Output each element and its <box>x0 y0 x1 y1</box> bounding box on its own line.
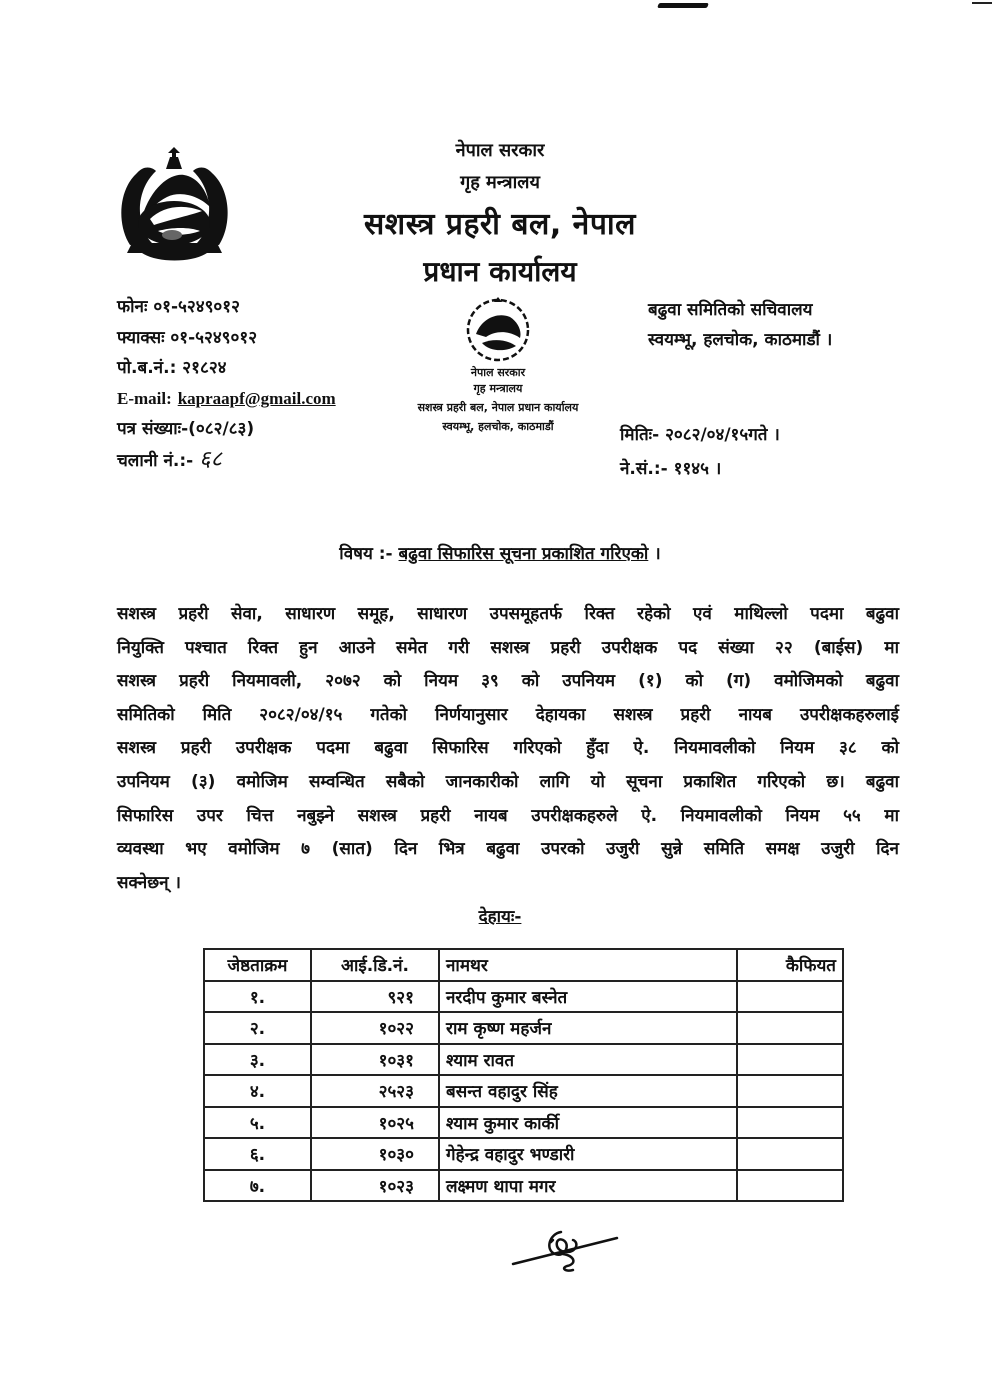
office-name: प्रधान कार्यालय <box>423 255 577 288</box>
secretariat-address: स्वयम्भू, हलचोक, काठमाडौं । <box>648 330 833 350</box>
cell-name: श्याम रावत <box>439 1044 737 1076</box>
seal-text-line: गृह मन्त्रालय <box>473 382 523 395</box>
seal-text-line: सशस्त्र प्रहरी बल, नेपाल प्रधान कार्यालय <box>417 401 579 414</box>
subject-label: विषय :- <box>339 544 393 564</box>
seal-text-line: नेपाल सरकार <box>470 366 526 379</box>
phone-number: ०१-५२४९०१२ <box>153 297 240 317</box>
subject-text: बढुवा सिफारिस सूचना प्रकाशित गरिएको <box>398 544 649 564</box>
header-remarks: कैफियत <box>737 949 843 981</box>
date-row <box>620 418 780 452</box>
cell-remarks <box>737 1107 843 1139</box>
promotion-table <box>203 948 844 1202</box>
list-heading <box>0 904 1000 927</box>
nepal-sambat-row <box>620 452 780 486</box>
pobox-label: पो.ब.नं.: <box>117 358 177 378</box>
email-row <box>117 384 336 415</box>
cell-id-number: २५२३ <box>311 1075 439 1107</box>
table-row <box>204 1075 843 1107</box>
cell-name: राम कृष्ण महर्जन <box>439 1012 737 1044</box>
cell-id-number: ९२१ <box>311 981 439 1013</box>
cell-seniority: ३. <box>204 1044 311 1076</box>
dispatch-number: ६८ <box>199 446 223 472</box>
table-row <box>204 1107 843 1139</box>
body-line: उपनियम (३) वमोजिम सम्वन्धित सबैको जानकारीको लागि यो सूचना प्रकाशित गरिएको छ। बढुवा <box>117 771 899 792</box>
secretariat-block <box>648 295 832 355</box>
date-suffix: गते । <box>748 425 780 445</box>
cell-id-number: १०२३ <box>311 1170 439 1202</box>
cell-remarks <box>737 1138 843 1170</box>
fax-label: फ्याक्सः <box>117 327 165 348</box>
government-name: नेपाल सरकार <box>455 140 545 161</box>
table-row <box>204 981 843 1013</box>
table-row <box>204 1138 843 1170</box>
pobox-number: २१८२४ <box>182 358 227 378</box>
list-heading-text: देहायः- <box>478 907 522 927</box>
body-line: सशस्त्र प्रहरी नियमावली, २०७२ को नियम ३९ को उपनियम (१) को (ग) वमोजिमको बढुवा <box>117 671 899 692</box>
cell-id-number: १०२५ <box>311 1107 439 1139</box>
phone-row <box>117 292 336 323</box>
seal-text-line: स्वयम्भू, हलचोक, काठमाडौं <box>442 420 554 433</box>
notice-body <box>117 598 899 900</box>
body-line: सिफारिस उपर चित्त नबुझ्ने सशस्त्र प्रहरी नायब उपरीक्षकहरुले ऐ. नियमावलीको नियम ५५ मा <box>117 805 899 826</box>
cell-seniority: ७. <box>204 1170 311 1202</box>
table-header-row <box>204 949 843 981</box>
body-line: सक्नेछन् । <box>117 872 181 893</box>
phone-label: फोनः <box>117 297 148 317</box>
date-block <box>620 418 780 486</box>
dispatch-number-label: चलानी नं.:- <box>117 450 194 471</box>
cell-name: गेहेन्द्र वहादुर भण्डारी <box>439 1138 737 1170</box>
cell-remarks <box>737 1075 843 1107</box>
table-row <box>204 1012 843 1044</box>
nepal-sambat-label: ने.सं.:- <box>620 459 668 479</box>
email-link[interactable]: kapraapf@gmail.com <box>177 388 336 408</box>
scan-artifact <box>972 2 992 4</box>
subject-line <box>0 541 1000 564</box>
cell-name: श्याम कुमार कार्की <box>439 1107 737 1139</box>
cell-id-number: १०२२ <box>311 1012 439 1044</box>
cell-seniority: ४. <box>204 1075 311 1107</box>
cell-seniority: २. <box>204 1012 311 1044</box>
header-id-number: आई.डि.नं. <box>311 949 439 981</box>
pobox-row <box>117 353 336 384</box>
body-line: नियुक्ति पश्चात रिक्त हुन आउने समेत गरी सशस्त्र प्रहरी उपरीक्षक पद संख्या २२ (बाईस) मा <box>117 637 899 658</box>
cell-id-number: १०३० <box>311 1138 439 1170</box>
cell-seniority: ५. <box>204 1107 311 1139</box>
subject-end: । <box>654 544 661 564</box>
fax-number: ०१-५२४९०१२ <box>170 327 258 348</box>
header-seniority: जेष्ठताक्रम <box>204 949 311 981</box>
fax-row <box>117 323 336 354</box>
office-seal-icon <box>390 296 606 446</box>
signature-icon <box>505 1222 625 1278</box>
cell-id-number: १०३१ <box>311 1044 439 1076</box>
nepal-sambat-value: ११४५ । <box>673 459 722 479</box>
email-label: E-mail: <box>117 388 172 408</box>
organization-name: सशस्त्र प्रहरी बल, नेपाल <box>364 207 636 242</box>
body-line: व्यवस्था भए वमोजिम ७ (सात) दिन भित्र बढुवा उपरको उजुरी सुन्ने समिति समक्ष उजुरी दिन <box>117 839 899 860</box>
body-line: समितिको मिति २०८२/०४/१५ गतेको निर्णयानुसार देहायका सशस्त्र प्रहरी नायब उपरीक्षकहरुलाई <box>117 704 899 725</box>
body-line: सशस्त्र प्रहरी सेवा, साधारण समूह, साधारण उपसमूहतर्फ रिक्त रहेको एवं माथिल्लो पदमा बढुवा <box>117 604 899 624</box>
cell-remarks <box>737 981 843 1013</box>
date-label: मितिः- <box>620 425 660 445</box>
table-row <box>204 1044 843 1076</box>
cell-name: बसन्त वहादुर सिंह <box>439 1075 737 1107</box>
letter-number: (०८२/८३) <box>188 419 255 439</box>
header-name: नामथर <box>439 949 737 981</box>
letter-number-label: पत्र संख्याः- <box>117 419 189 439</box>
scan-artifact <box>657 3 709 8</box>
ministry-name: गृह मन्त्रालय <box>460 172 540 193</box>
cell-seniority: ६. <box>204 1138 311 1170</box>
body-line: सशस्त्र प्रहरी उपरीक्षक पदमा बढुवा सिफारिस गरिएको हुँदा ऐ. नियमावलीको नियम ३८ को <box>117 738 899 759</box>
date-value: २०८२/०४/१५ <box>665 425 749 445</box>
dispatch-number-row <box>117 445 336 477</box>
contact-block <box>117 292 336 476</box>
cell-remarks <box>737 1044 843 1076</box>
cell-remarks <box>737 1170 843 1202</box>
letter-number-row <box>117 414 336 445</box>
cell-name: नरदीप कुमार बस्नेत <box>439 981 737 1013</box>
table-row <box>204 1170 843 1202</box>
cell-remarks <box>737 1012 843 1044</box>
cell-seniority: १. <box>204 981 311 1013</box>
cell-name: लक्ष्मण थापा मगर <box>439 1170 737 1202</box>
secretariat-name: बढुवा समितिको सचिवालय <box>648 300 813 320</box>
